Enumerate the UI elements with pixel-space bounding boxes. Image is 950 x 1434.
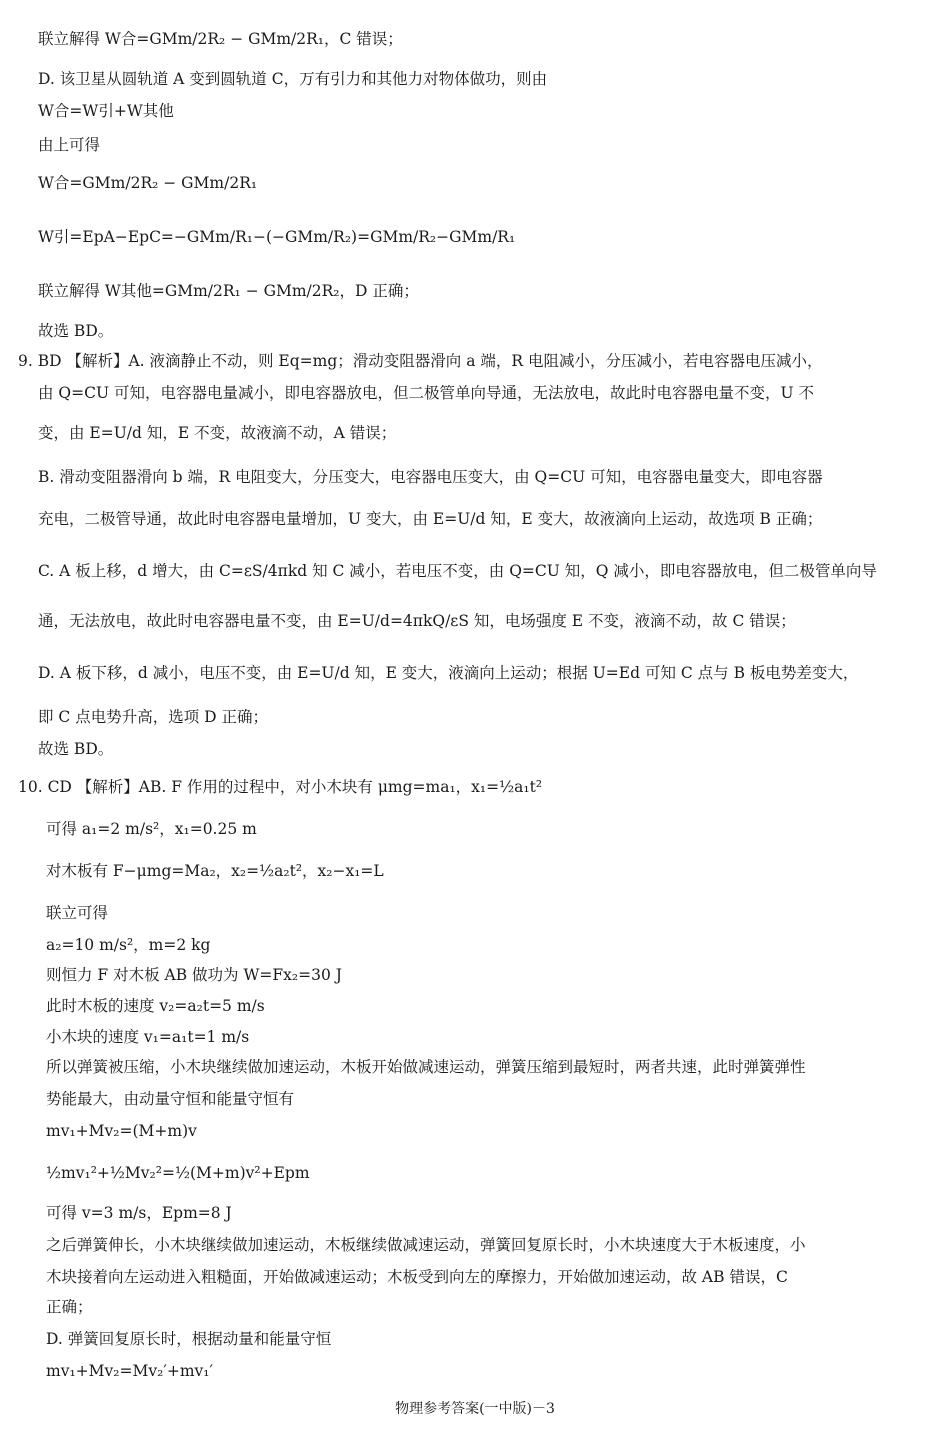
line: 由 Q=CU 可知，电容器电量减小，即电容器放电，但二极管单向导通，无法放电，故此时电容器电量不变，U 不: [38, 384, 814, 402]
line: W合=W引+W其他: [38, 102, 174, 120]
line: 小木块的速度 v₁=a₁t=1 m/s: [46, 1028, 250, 1046]
line: mv₁+Mv₂=Mv₂′+mv₁′: [46, 1362, 214, 1380]
line: 联立可得: [46, 904, 109, 922]
line: 则恒力 F 对木板 AB 做功为 W=Fx₂=30 J: [46, 966, 342, 984]
line: 通，无法放电，故此时电容器电量不变，由 E=U/d=4πkQ/εS 知，电场强度 E 不变，液滴不动，故 C 错误；: [38, 612, 796, 630]
page-footer: 物理参考答案(一中版)－3: [395, 1401, 555, 1417]
line: 9. BD 【解析】A. 液滴静止不动，则 Eq=mg；滑动变阻器滑向 a 端，R 电阻减小，分压减小，若电容器电压减小，: [18, 352, 823, 370]
line: 故选 BD。: [38, 740, 114, 758]
line: 可得 v=3 m/s，Epm=8 J: [46, 1204, 232, 1222]
line: ½mv₁²+½Mv₂²=½(M+m)v²+Epm: [46, 1164, 310, 1182]
line: 即 C 点电势升高，选项 D 正确；: [38, 708, 268, 726]
line: 之后弹簧伸长，小木块继续做加速运动，木板继续做减速运动，弹簧回复原长时，小木块速度大于木板速度，小: [46, 1236, 806, 1254]
line: mv₁+Mv₂=(M+m)v: [46, 1122, 197, 1140]
line: 联立解得 W其他=GMm/2R₁ − GMm/2R₂，D 正确；: [38, 282, 419, 300]
line: D. A 板下移，d 减小，电压不变，由 E=U/d 知，E 变大，液滴向上运动；根据 U=Ed 可知 C 点与 B 板电势差变大，: [38, 664, 859, 682]
line: 所以弹簧被压缩，小木块继续做加速运动，木板开始做减速运动，弹簧压缩到最短时，两者共速，此时弹簧弹性: [46, 1058, 806, 1076]
line: a₂=10 m/s²，m=2 kg: [46, 936, 211, 954]
line: 充电，二极管导通，故此时电容器电量增加，U 变大，由 E=U/d 知，E 变大，故液滴向上运动，故选项 B 正确；: [38, 510, 823, 528]
line: W引=EpA−EpC=−GMm/R₁−(−GMm/R₂)=GMm/R₂−GMm/R₁: [38, 228, 516, 246]
line: 10. CD 【解析】AB. F 作用的过程中，对小木块有 μmg=ma₁，x₁=½a₁t²: [18, 778, 543, 796]
line: 故选 BD。: [38, 322, 114, 340]
line: 联立解得 W合=GMm/2R₂ − GMm/2R₁，C 错误；: [38, 30, 403, 48]
line: 木块接着向左运动进入粗糙面，开始做减速运动；木板受到向左的摩擦力，开始做加速运动，故 AB 错误，C: [46, 1268, 788, 1286]
line: 对木板有 F−μmg=Ma₂，x₂=½a₂t²，x₂−x₁=L: [46, 862, 384, 880]
line: 势能最大，由动量守恒和能量守恒有: [46, 1090, 295, 1108]
line: D. 弹簧回复原长时，根据动量和能量守恒: [46, 1330, 332, 1348]
line: D. 该卫星从圆轨道 A 变到圆轨道 C，万有引力和其他力对物体做功，则由: [38, 70, 548, 88]
line: 变，由 E=U/d 知，E 不变，故液滴不动，A 错误；: [38, 424, 397, 442]
line: B. 滑动变阻器滑向 b 端，R 电阻变大，分压变大，电容器电压变大，由 Q=CU 可知，电容器电量变大，即电容器: [38, 468, 823, 486]
line: 可得 a₁=2 m/s²，x₁=0.25 m: [46, 820, 257, 838]
line: 此时木板的速度 v₂=a₂t=5 m/s: [46, 997, 265, 1015]
line: 由上可得: [38, 136, 101, 154]
line: 正确；: [46, 1298, 93, 1316]
line: C. A 板上移，d 增大，由 C=εS/4πkd 知 C 减小，若电压不变，由 Q=CU 知，Q 减小，即电容器放电，但二极管单向导: [38, 562, 877, 580]
line: W合=GMm/2R₂ − GMm/2R₁: [38, 174, 258, 192]
